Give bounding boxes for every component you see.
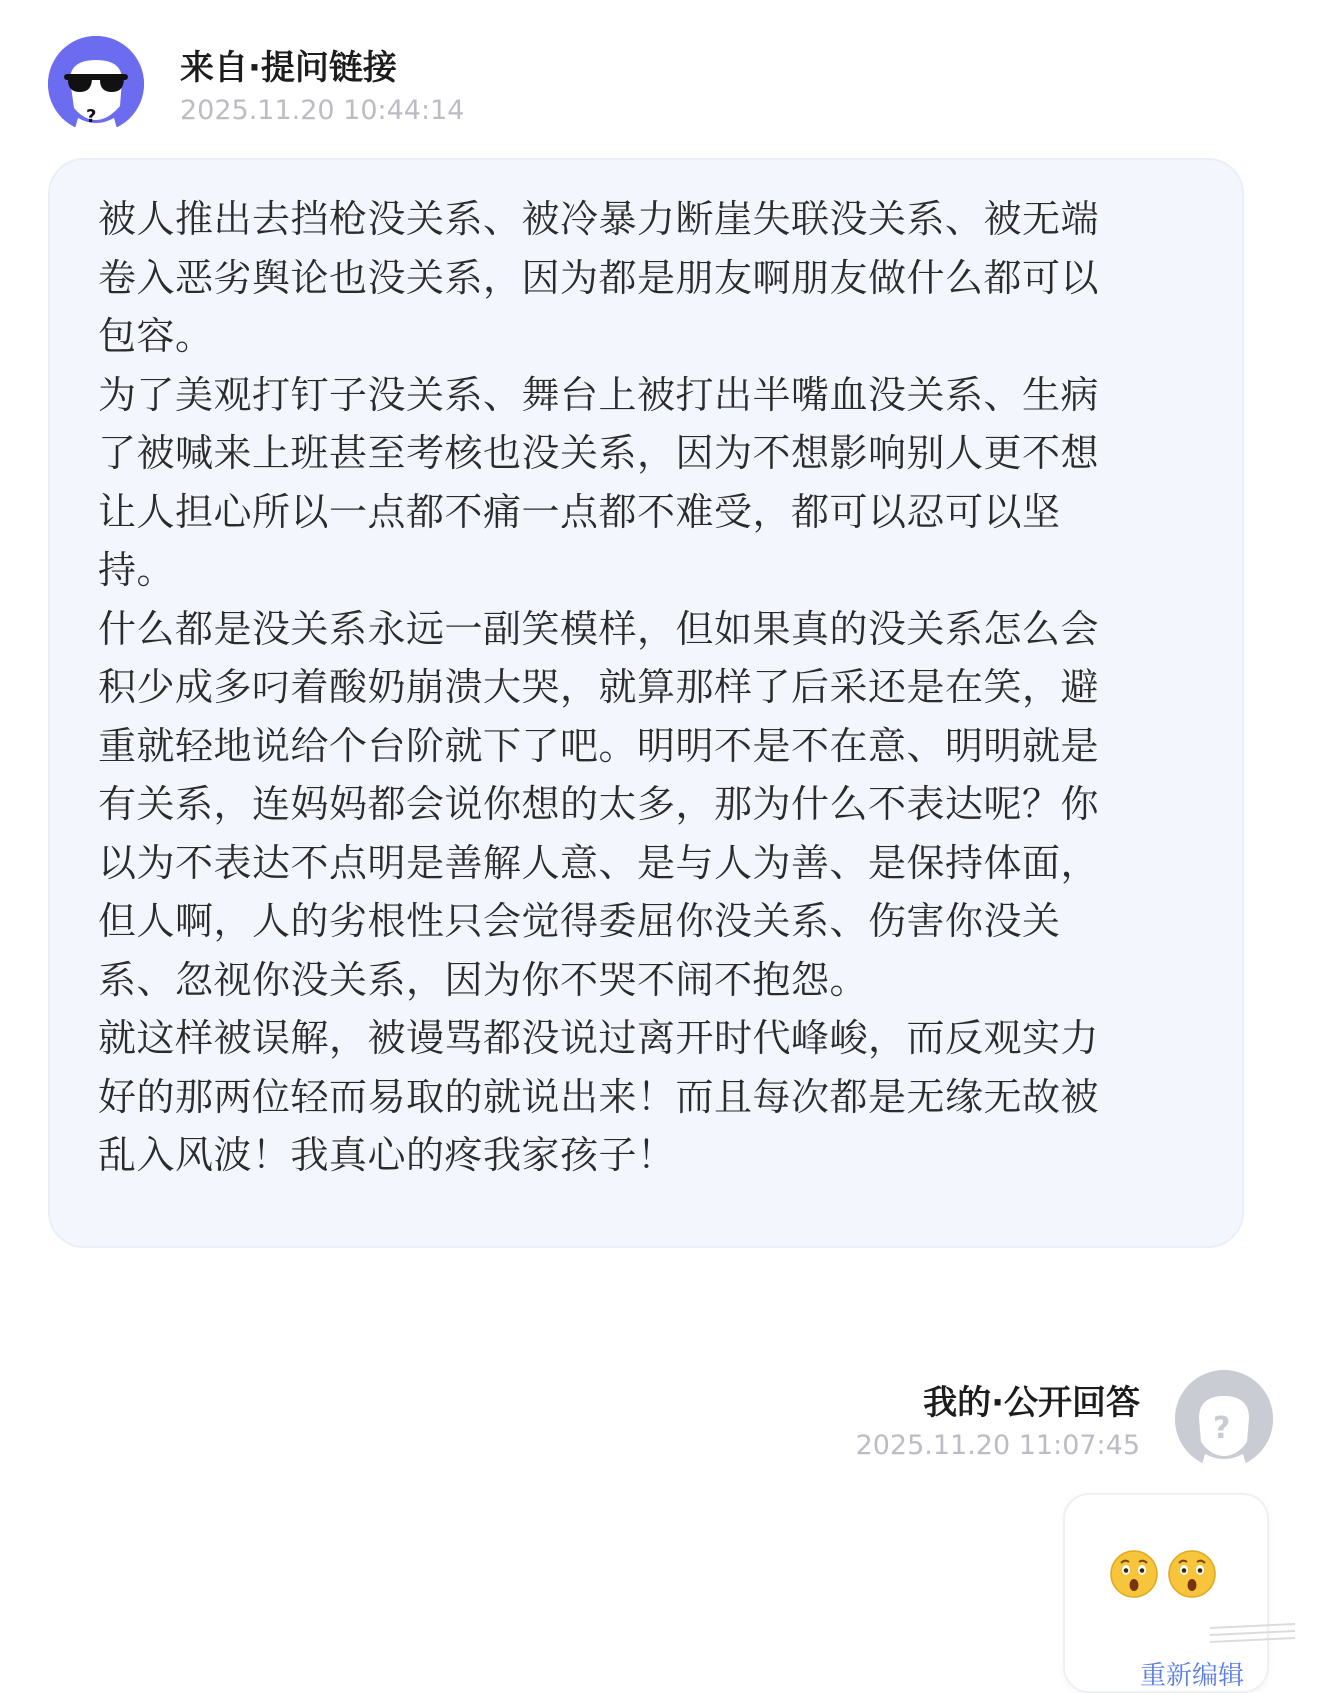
question-text — [98, 190, 1188, 1185]
question-line: 以为不表达不点明是善解人意、是与人为善、是保持体面， — [98, 840, 1100, 885]
question-avatar[interactable] — [48, 36, 144, 132]
question-line: 为了美观打钉子没关系、舞台上被打出半嘴血没关系、生病 — [98, 372, 1100, 417]
question-line: 重就轻地说给个台阶就下了吧。明明不是不在意、明明就是 — [98, 723, 1100, 768]
question-line: 包容。 — [98, 314, 214, 358]
edit-answer-link[interactable]: 重新编辑 — [1140, 1661, 1245, 1691]
answer-emoji-row — [1109, 1547, 1217, 1599]
question-line: 但人啊，人的劣根性只会觉得委屈你没关系、伤害你没关 — [98, 899, 1061, 943]
question-timestamp: 2025.11.20 10:44:14 — [180, 95, 465, 126]
answer-avatar[interactable] — [1175, 1370, 1273, 1468]
question-line: 好的那两位轻而易取的就说出来！而且每次都是无缘无故被 — [98, 1074, 1100, 1119]
astonished-face-icon — [1167, 1547, 1217, 1599]
astonished-face-icon — [1109, 1547, 1159, 1599]
svg-text:?: ? — [86, 106, 97, 127]
answer-title: 我的·公开回答 — [923, 1383, 1140, 1423]
question-line: 了被喊来上班甚至考核也没关系，因为不想影响别人更不想 — [98, 431, 1100, 475]
question-source-title: 来自·提问链接 — [180, 48, 397, 88]
question-line: 积少成多叼着酸奶崩溃大哭，就算那样了后采还是在笑，避 — [98, 665, 1100, 709]
anonymous-question-avatar-icon — [1175, 1370, 1273, 1468]
svg-text:?: ? — [1213, 1411, 1231, 1446]
watermark-lines — [1200, 1620, 1300, 1650]
question-line: 就这样被误解，被谩骂都没说过离开时代峰峻，而反观实力 — [98, 1016, 1100, 1060]
question-line: 什么都是没关系永远一副笑模样，但如果真的没关系怎么会 — [98, 606, 1100, 651]
question-line: 系、忽视你没关系，因为你不哭不闹不抱怨。 — [98, 957, 869, 1002]
sunglasses-question-avatar-icon — [48, 36, 144, 132]
question-line: 持。 — [98, 548, 176, 592]
question-bubble — [48, 158, 1244, 1248]
answer-timestamp: 2025.11.20 11:07:45 — [855, 1430, 1140, 1461]
question-line: 有关系，连妈妈都会说你想的太多，那为什么不表达呢？你 — [98, 782, 1100, 826]
question-line: 卷入恶劣舆论也没关系，因为都是朋友啊朋友做什么都可以 — [98, 255, 1100, 300]
question-line: 乱入风波！我真心的疼我家孩子！ — [98, 1133, 676, 1177]
question-line: 让人担心所以一点都不痛一点都不难受，都可以忍可以坚 — [98, 489, 1061, 534]
question-line: 被人推出去挡枪没关系、被冷暴力断崖失联没关系、被无端 — [98, 197, 1100, 241]
